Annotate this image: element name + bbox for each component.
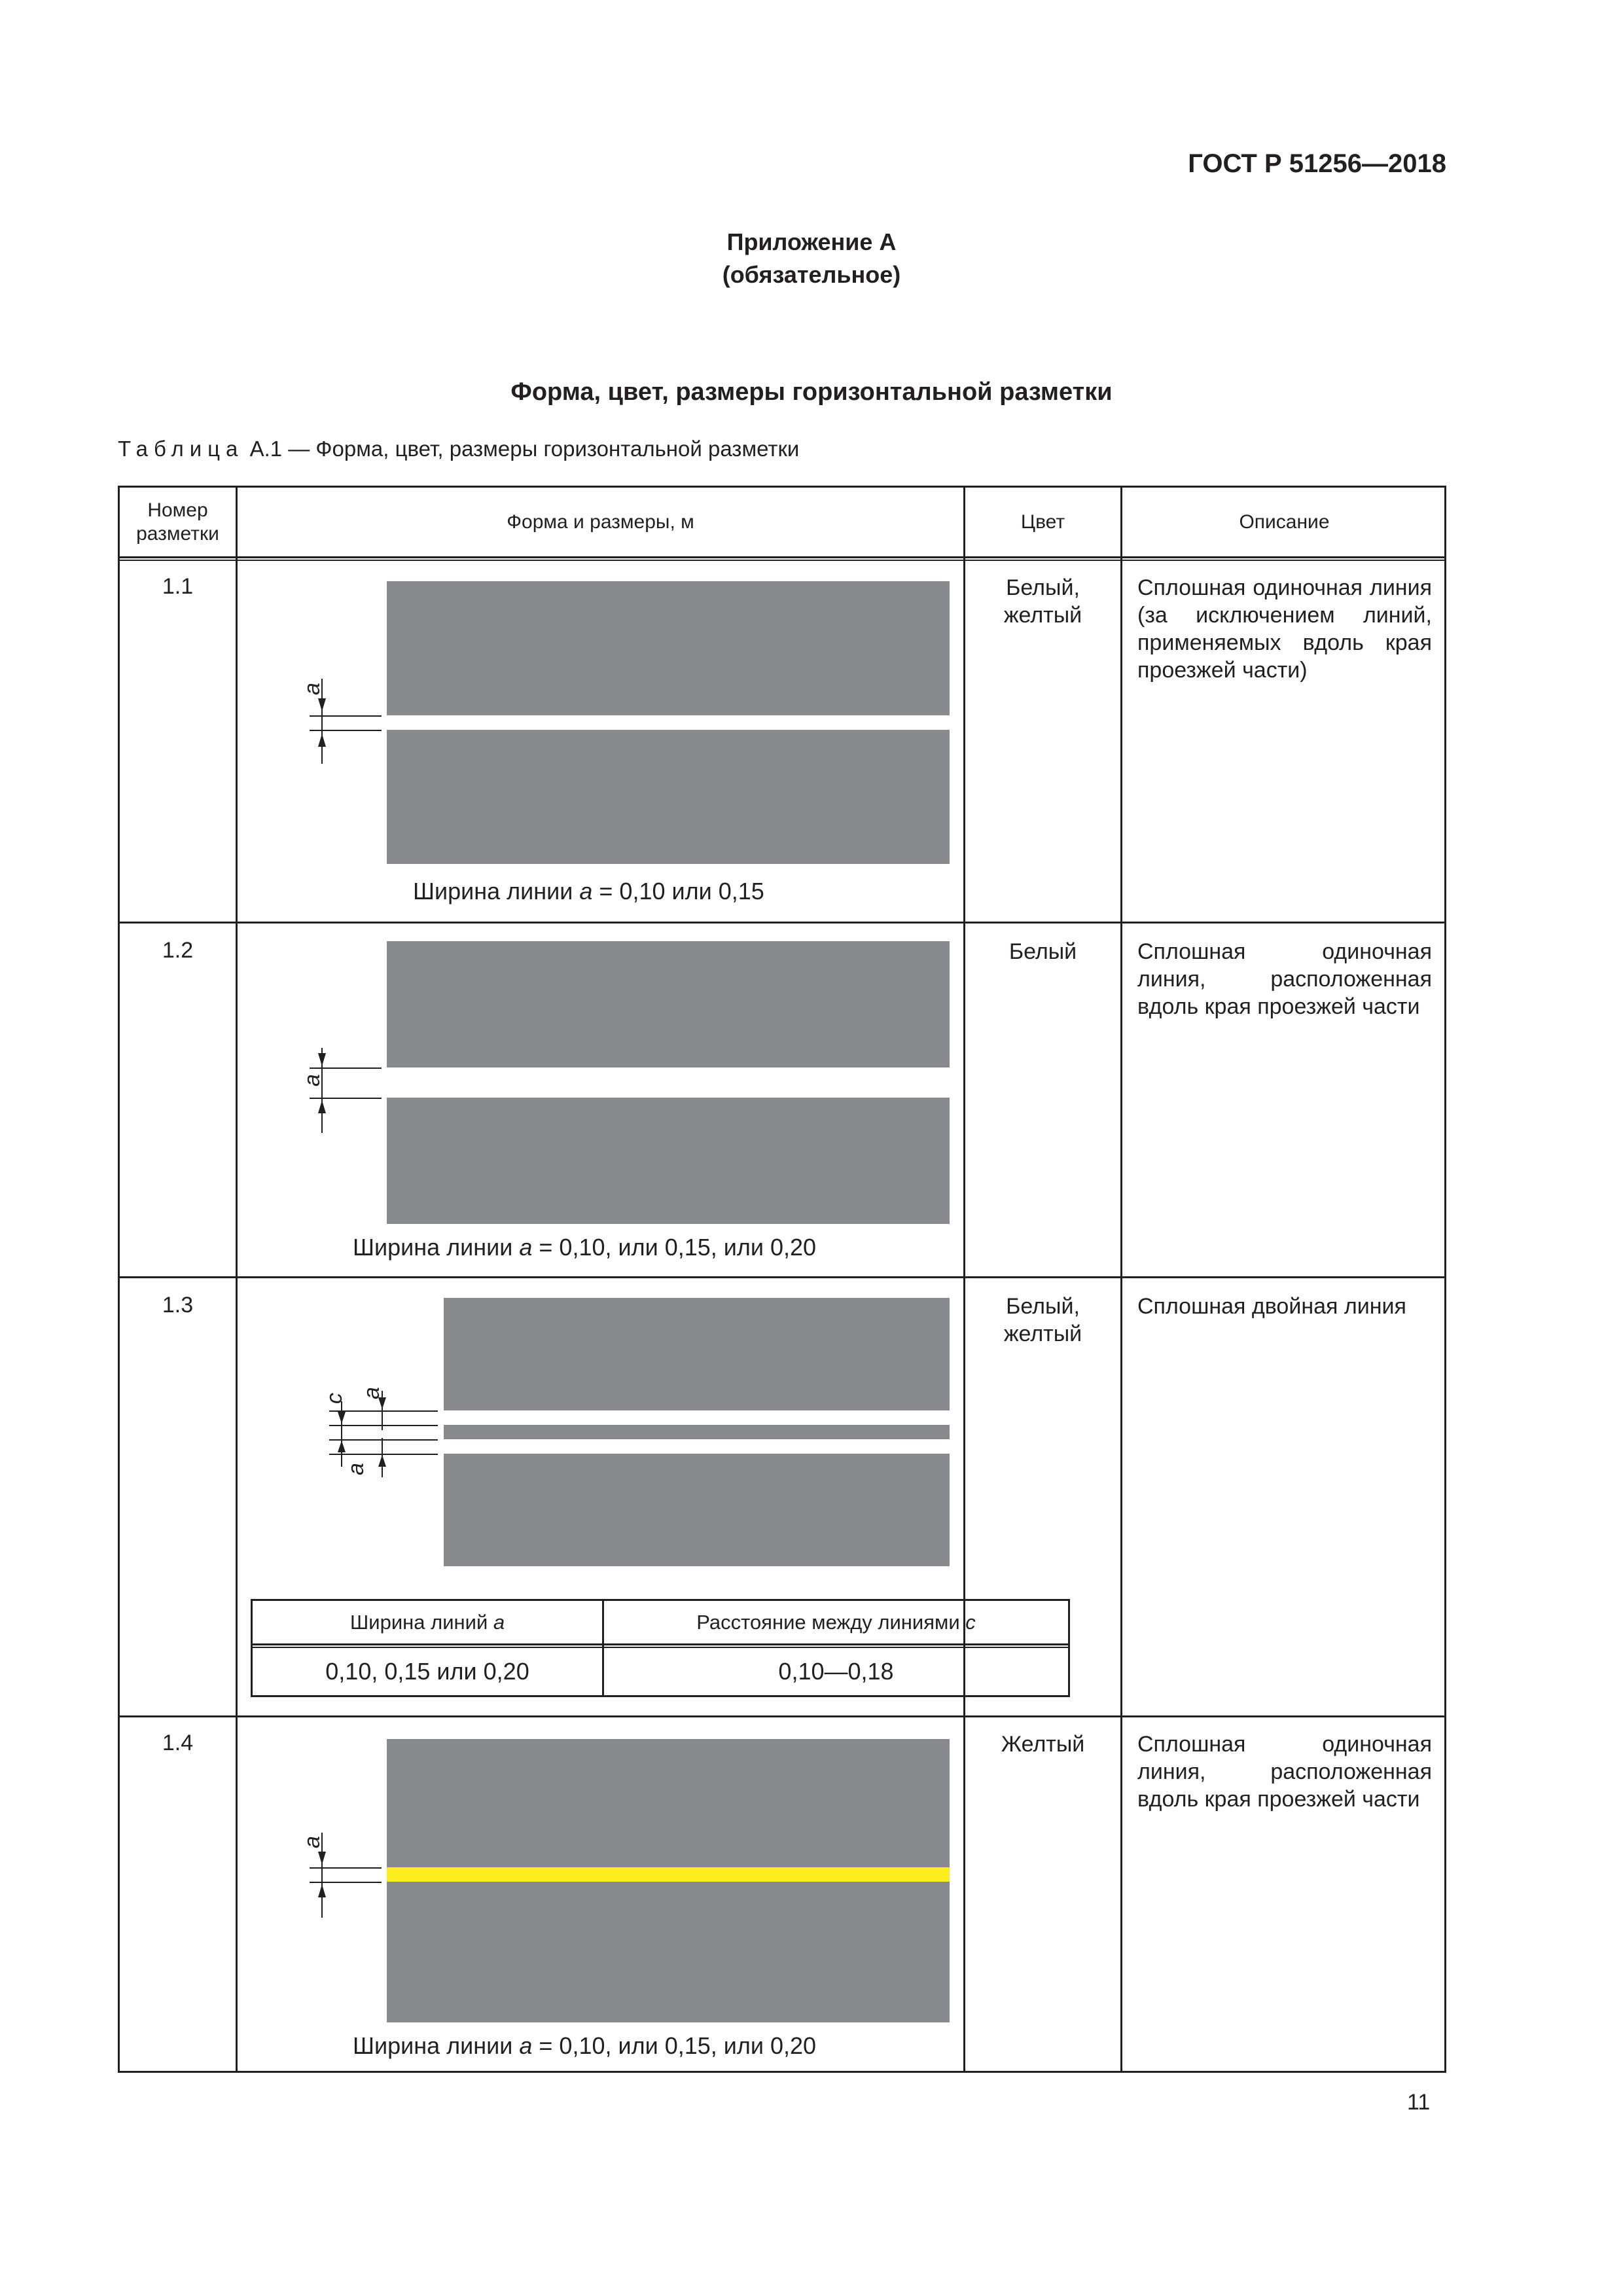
row-description: Сплошная двойная линия — [1137, 1294, 1406, 1319]
standard-designation: ГОСТ Р 51256—2018 — [1188, 149, 1446, 178]
row-caption — [353, 2032, 816, 2060]
row-divider — [120, 1715, 1444, 1717]
row-description: Сплошная одиночная линия (за исключением линий, применяемых вдоль края проезжей части) — [1137, 575, 1432, 683]
road-surface — [444, 1298, 950, 1410]
dimension-label-a: a — [299, 1074, 325, 1086]
caption-text: Ширина линии — [353, 1234, 520, 1261]
yellow-edge-line — [387, 1867, 950, 1882]
table-caption-label: А.1 — Форма, цвет, размеры горизонтальной разметки — [249, 437, 800, 461]
caption-variable: a — [579, 878, 593, 905]
row-number: 1.1 — [162, 574, 194, 599]
column-divider — [236, 488, 238, 2071]
dimension-label-a: a — [299, 1836, 325, 1848]
row-caption — [353, 1234, 816, 1261]
table-caption — [118, 437, 799, 461]
column-divider — [963, 488, 965, 2071]
road-surface-median — [444, 1425, 950, 1439]
annex-status: (обязательное) — [722, 261, 901, 288]
caption-text: Ширина линии — [353, 2032, 520, 2059]
subtable-header-gap — [604, 1601, 1068, 1643]
header-divider — [120, 556, 1444, 561]
dimension-label-c: c — [322, 1393, 347, 1404]
header-number-line1: Номер — [147, 499, 208, 521]
row-color: Белый, желтый — [1003, 1294, 1082, 1346]
row-number: 1.3 — [162, 1293, 194, 1318]
road-surface — [387, 581, 950, 715]
caption-variable: a — [519, 1234, 533, 1261]
caption-value: = 0,10 или 0,15 — [592, 878, 764, 905]
subtable-value-gap: 0,10—0,18 — [778, 1658, 894, 1685]
row-color: Белый, желтый — [1003, 575, 1082, 628]
row-color: Желтый — [1001, 1732, 1085, 1757]
table-caption-prefix: Таблица — [118, 437, 244, 461]
caption-value: = 0,10, или 0,15, или 0,20 — [532, 1234, 817, 1261]
column-divider — [1120, 488, 1122, 2071]
row-description: Сплошная одиночная линия, расположенная вдоль края проезжей части — [1137, 939, 1432, 1019]
road-surface — [387, 1098, 950, 1224]
row-description: Сплошная одиночная линия, расположенная вдоль края проезжей части — [1137, 1732, 1432, 1812]
subtable-header-variable: c — [965, 1610, 976, 1634]
caption-text: Ширина линии — [413, 878, 580, 905]
row-number: 1.4 — [162, 1731, 194, 1755]
section-title: Форма, цвет, размеры горизонтальной разметки — [510, 378, 1113, 406]
dimension-label-a: a — [299, 683, 325, 695]
header-shape: Форма и размеры, м — [507, 511, 694, 533]
row-caption — [413, 878, 764, 905]
subtable-header-text: Ширина линий — [349, 1610, 488, 1634]
row-color: Белый — [1008, 939, 1077, 964]
road-surface — [387, 941, 950, 1067]
header-description: Описание — [1239, 511, 1330, 533]
dimension-label-a: a — [359, 1387, 384, 1399]
dimensions-subtable — [251, 1599, 1070, 1697]
subtable-header-variable: a — [493, 1610, 505, 1634]
subtable-value-width: 0,10, 0,15 или 0,20 — [325, 1658, 529, 1685]
annex-title: Приложение А — [726, 228, 897, 255]
subtable-header-width — [253, 1601, 602, 1643]
road-surface — [387, 730, 950, 864]
header-color: Цвет — [1020, 511, 1065, 533]
dimension-label-a: a — [343, 1463, 368, 1475]
road-surface — [444, 1454, 950, 1566]
row-number: 1.2 — [162, 938, 194, 963]
caption-variable: a — [519, 2032, 533, 2059]
header-number — [120, 488, 236, 556]
row-divider — [120, 922, 1444, 924]
subtable-header-text: Расстояние между линиями — [696, 1610, 960, 1634]
markings-table — [118, 486, 1446, 2073]
header-number-line2: разметки — [136, 522, 219, 545]
page-number: 11 — [1407, 2090, 1431, 2115]
row-divider — [120, 1276, 1444, 1278]
caption-value: = 0,10, или 0,15, или 0,20 — [532, 2032, 817, 2059]
